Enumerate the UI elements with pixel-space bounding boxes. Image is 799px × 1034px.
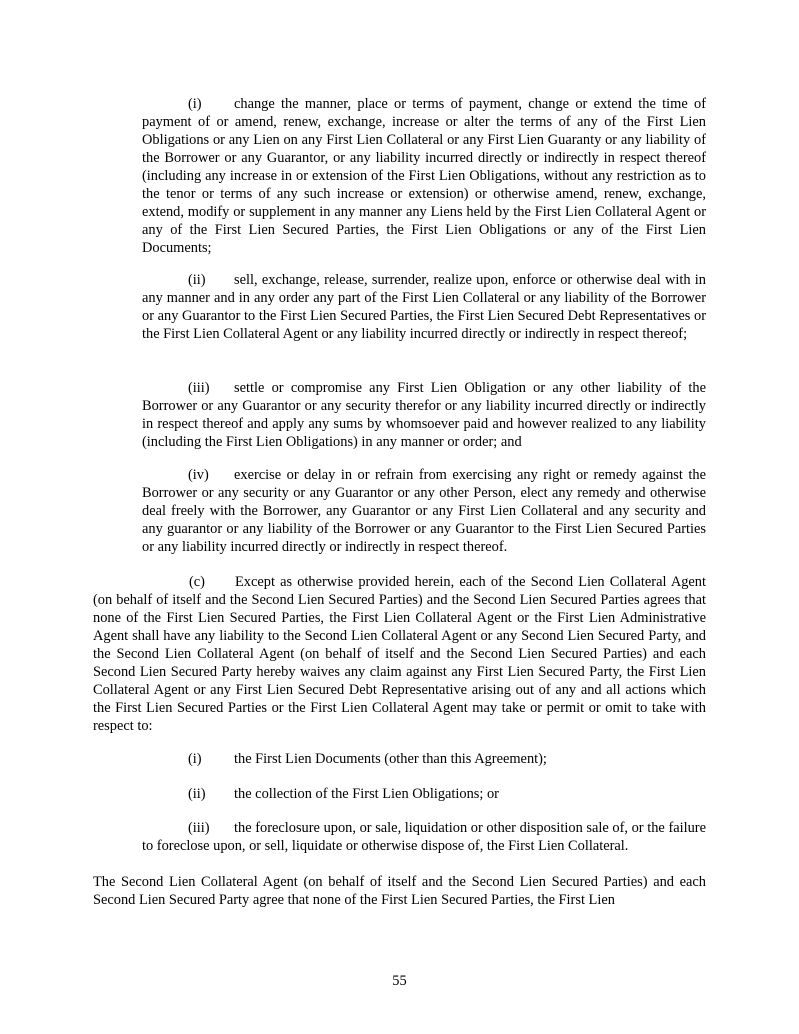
clause-ii-sell-exchange <box>142 271 706 343</box>
subclause-iii-foreclosure <box>142 819 706 855</box>
clause-label: (ii) <box>188 786 206 802</box>
clause-label: (iv) <box>188 467 209 483</box>
clause-label: (iii) <box>188 380 210 396</box>
subclause-ii-collection <box>142 785 706 803</box>
clause-label: (iii) <box>188 820 210 836</box>
continuation-paragraph <box>93 873 706 909</box>
clause-text: change the manner, place or terms of payment, change or extend the time of payment of or amend, renew, exchange, increase or alter the terms of any of the First Lien Obligations or any Lien on any First Lien Collateral or any First Lien Guaranty or any liability of the Borrower or any Guarantor, or any liability incurred directly or indirectly in respect thereof (including any increase in or extension of the First Lien Obligations, without any restriction as to the tenor or terms of any such increase or extension) or otherwise amend, renew, exchange, extend, modify or supplement in any manner any Liens held by the First Lien Collateral Agent or any of the First Lien Secured Parties, the First Lien Obligations or any of the First Lien Documents; <box>142 96 706 256</box>
subclause-i-documents <box>142 750 706 768</box>
clause-text: sell, exchange, release, surrender, realize upon, enforce or otherwise deal with in any manner and in any order any part of the First Lien Collateral or any liability of the Borrower or any Guarantor to the First Lien Secured Parties, the First Lien Secured Debt Representatives or the First Lien Collateral Agent or any liability incurred directly or indirectly in respect thereof; <box>142 272 706 342</box>
clause-c-liability <box>93 573 706 735</box>
clause-i-change-terms <box>142 95 706 257</box>
page-number: 55 <box>392 973 407 989</box>
clause-label: (i) <box>188 751 202 767</box>
clause-label: (ii) <box>188 272 206 288</box>
clause-text: the foreclosure upon, or sale, liquidation or other disposition sale of, or the failure to foreclose upon, or sell, liquidate or otherwise dispose of, the First Lien Collateral. <box>142 820 706 854</box>
clause-text: the collection of the First Lien Obligations; or <box>234 786 499 802</box>
clause-label: (i) <box>188 96 202 112</box>
paragraph-text: The Second Lien Collateral Agent (on behalf of itself and the Second Lien Secured Parties) and each Second Lien Secured Party agree that none of the First Lien Secured Parties, the First Lien <box>93 874 706 908</box>
clause-iii-settle <box>142 379 706 451</box>
clause-text: Except as otherwise provided herein, each of the Second Lien Collateral Agent (on behalf of itself and the Second Lien Secured Parties) and the Second Lien Secured Parties agrees that none of the First Lien Secured Parties, the First Lien Collateral Agent or the First Lien Administrative Agent shall have any liability to the Second Lien Collateral Agent or any Second Lien Secured Party, and the Second Lien Collateral Agent (on behalf of itself and the Second Lien Secured Parties) and each Second Lien Secured Party hereby waives any claim against any First Lien Secured Party, the First Lien Collateral Agent or any First Lien Secured Debt Representative arising out of any and all actions which the First Lien Secured Parties or the First Lien Collateral Agent may take or permit or omit to take with respect to: <box>93 574 706 734</box>
clause-label: (c) <box>189 574 205 590</box>
clause-text: settle or compromise any First Lien Obligation or any other liability of the Borrower or any Guarantor or any security therefor or any liability incurred directly or indirectly in respect thereof and apply any sums by whomsoever paid and however realized to any liability (including the First Lien Obligations) in any manner or order; and <box>142 380 706 450</box>
clause-iv-exercise <box>142 466 706 556</box>
clause-text: the First Lien Documents (other than this Agreement); <box>234 751 547 767</box>
clause-text: exercise or delay in or refrain from exercising any right or remedy against the Borrower or any security or any Guarantor or any other Person, elect any remedy and otherwise deal freely with the Borrower, any Guarantor or any First Lien Collateral and any security and any guarantor or any liability of the Borrower or any Guarantor to the First Lien Secured Parties or any liability incurred directly or indirectly in respect thereof. <box>142 467 706 555</box>
